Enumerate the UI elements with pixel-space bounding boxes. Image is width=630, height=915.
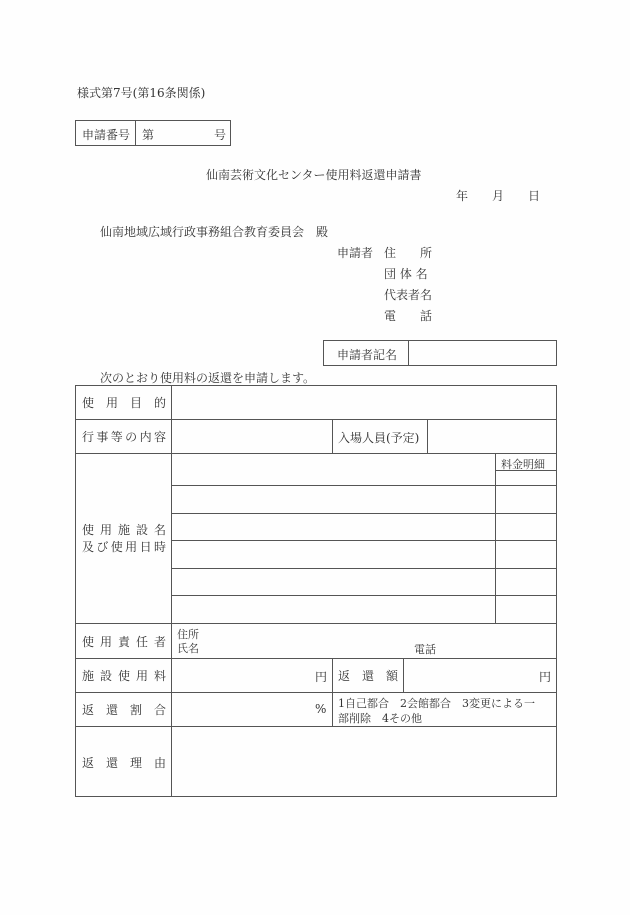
facility-row[interactable] [173,542,493,567]
refund-amount-unit: 円 [539,670,552,684]
refund-amount-field[interactable] [405,660,535,691]
manager-address-label: 住所 [177,628,199,641]
refund-amount-label: 返 還 額 [338,669,398,683]
signature-field[interactable] [410,341,555,365]
document-title: 仙南芸術文化センター使用料返還申請書 [206,168,422,182]
purpose-label: 使 用 目 的 [82,396,166,410]
application-number-field[interactable] [160,121,210,145]
refund-ratio-unit: % [315,702,327,716]
refund-reason-field[interactable] [173,728,555,795]
date-month: 月 [492,189,505,203]
manager-phone-label: 電話 [414,643,436,656]
application-number-suffix: 号 [214,128,227,142]
attendance-field[interactable] [429,421,555,452]
refund-reason-options-line2: 部削除 4その他 [338,712,422,725]
facility-row[interactable] [173,597,493,622]
applicant-label: 申請者 [337,246,374,260]
facility-row[interactable] [173,570,493,594]
facility-fee-field[interactable] [173,660,311,691]
applicant-phone-label: 電 話 [384,309,433,323]
event-field[interactable] [173,421,330,452]
manager-name-label: 氏名 [177,642,199,655]
refund-reason-label: 返 還 理 由 [82,755,166,770]
fee-detail-header: 料金明細 [501,458,545,471]
signature-label: 申請者記名 [337,348,398,362]
facility-fee-label: 施 設 使 用 料 [82,669,166,683]
facility-row[interactable] [173,455,493,484]
manager-label: 使 用 責 任 者 [82,634,166,649]
application-number-prefix: 第 [142,128,155,142]
application-number-label: 申請番号 [82,128,131,142]
refund-reason-options-line1: 1自己都合 2会館都合 3変更による一 [338,697,535,710]
facility-label: 使 用 施 設 名 及 び 使 用 日 時 [82,523,166,554]
facility-row[interactable] [173,515,493,539]
intro-text: 次のとおり使用料の返還を申請します。 [100,371,316,385]
addressee: 仙南地域広域行政事務組合教育委員会 殿 [100,225,329,239]
applicant-address-label: 住 所 [384,246,433,260]
attendance-label: 入場人員(予定) [338,431,420,445]
applicant-representative-label: 代表者名 [384,288,433,302]
date-year: 年 [456,189,469,203]
form-reference: 様式第7号(第16条関係) [77,86,206,100]
purpose-field[interactable] [173,387,555,418]
date-day: 日 [528,189,541,203]
applicant-org-label: 団 体 名 [384,267,428,281]
facility-row[interactable] [173,487,493,512]
event-label: 行 事 等 の 内 容 [82,430,166,444]
refund-ratio-field[interactable] [173,694,311,725]
refund-ratio-label: 返 還 割 合 [82,703,166,717]
facility-fee-unit: 円 [315,670,328,684]
